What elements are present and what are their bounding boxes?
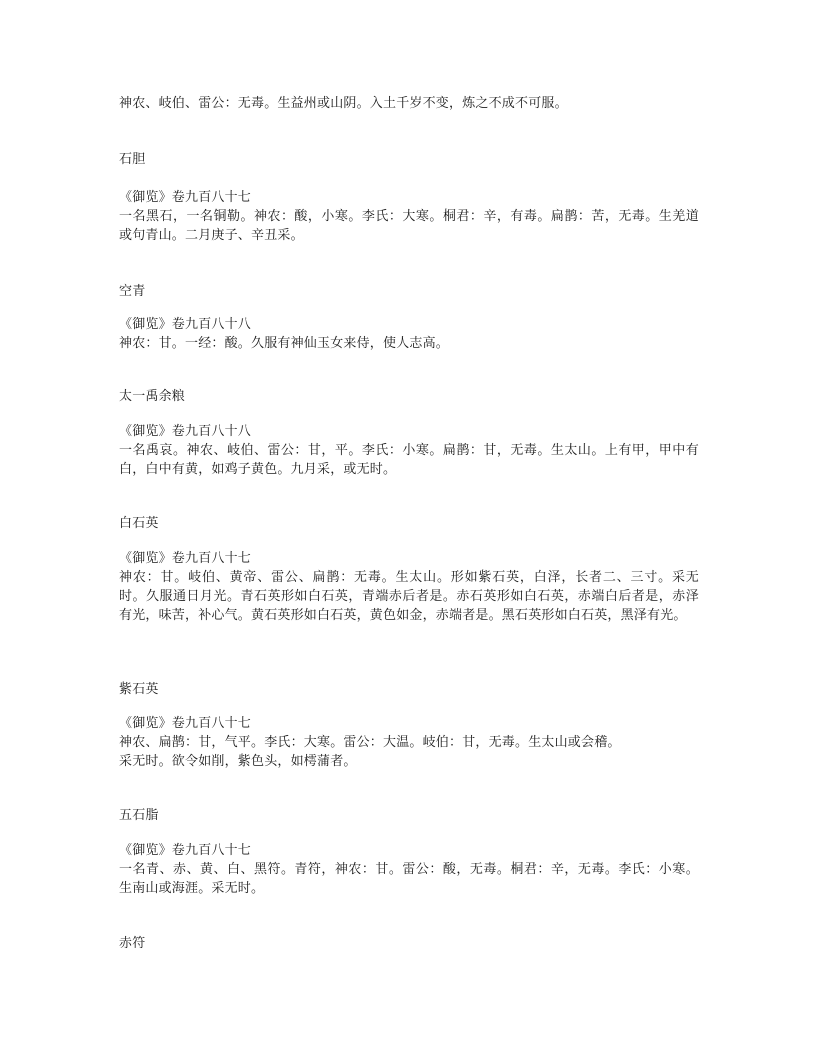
entry-title: 赤符 <box>119 936 146 951</box>
entry-source: 《御览》卷九百八十八 <box>119 317 252 332</box>
entry-body: 神农：甘。岐伯、黄帝、雷公、扁鹊：无毒。生太山。形如紫石英，白泽，长者二、三寸。采无时。久服通日月光。青石英形如白石英，青端赤后者是。赤石英形如白石英，赤端白后者是，赤泽有光，味苦，补心气。黄石英形如白石英，黄色如金，赤端者是。黑石英形如白石英，黑泽有光。 <box>119 570 699 623</box>
entry-title: 太一禹余粮 <box>119 389 186 404</box>
entry-body-line: 采无时。欲令如削，紫色头，如樗蒲者。 <box>119 754 357 769</box>
entry-body-line: 神农、扁鹊：甘，气平。李氏：大寒。雷公：大温。岐伯：甘，无毒。生太山或会稽。 <box>119 735 621 750</box>
intro-line: 神农、岐伯、雷公：无毒。生益州或山阴。入土千岁不变，炼之不成不可服。 <box>119 96 568 111</box>
entry-source: 《御览》卷九百八十八 <box>119 424 252 439</box>
entry-source: 《御览》卷九百八十七 <box>119 190 252 205</box>
entry-source: 《御览》卷九百八十七 <box>119 716 252 731</box>
entry-source: 《御览》卷九百八十七 <box>119 843 252 858</box>
entry-title: 空青 <box>119 284 146 299</box>
entry-title: 五石脂 <box>119 808 159 823</box>
entry-body: 神农：甘。一经：酸。久服有神仙玉女来侍，使人志高。 <box>119 336 450 351</box>
entry-title: 石胆 <box>119 152 146 167</box>
entry-body: 一名禹哀。神农、岐伯、雷公：甘，平。李氏：小寒。扁鹊：甘，无毒。生太山。上有甲，甲中有白，白中有黄，如鸡子黄色。九月采，或无时。 <box>119 443 699 477</box>
entry-body: 一名青、赤、黄、白、黑符。青符，神农：甘。雷公：酸，无毒。桐君：辛，无毒。李氏：小寒。生南山或海涯。采无时。 <box>119 862 699 896</box>
entry-title: 紫石英 <box>119 682 159 697</box>
entry-body: 一名黑石，一名铜勒。神农：酸，小寒。李氏：大寒。桐君：辛，有毒。扁鹊：苦，无毒。生羌道或句青山。二月庚子、辛丑采。 <box>119 209 699 243</box>
entry-source: 《御览》卷九百八十七 <box>119 551 252 566</box>
entry-title: 白石英 <box>119 516 159 531</box>
